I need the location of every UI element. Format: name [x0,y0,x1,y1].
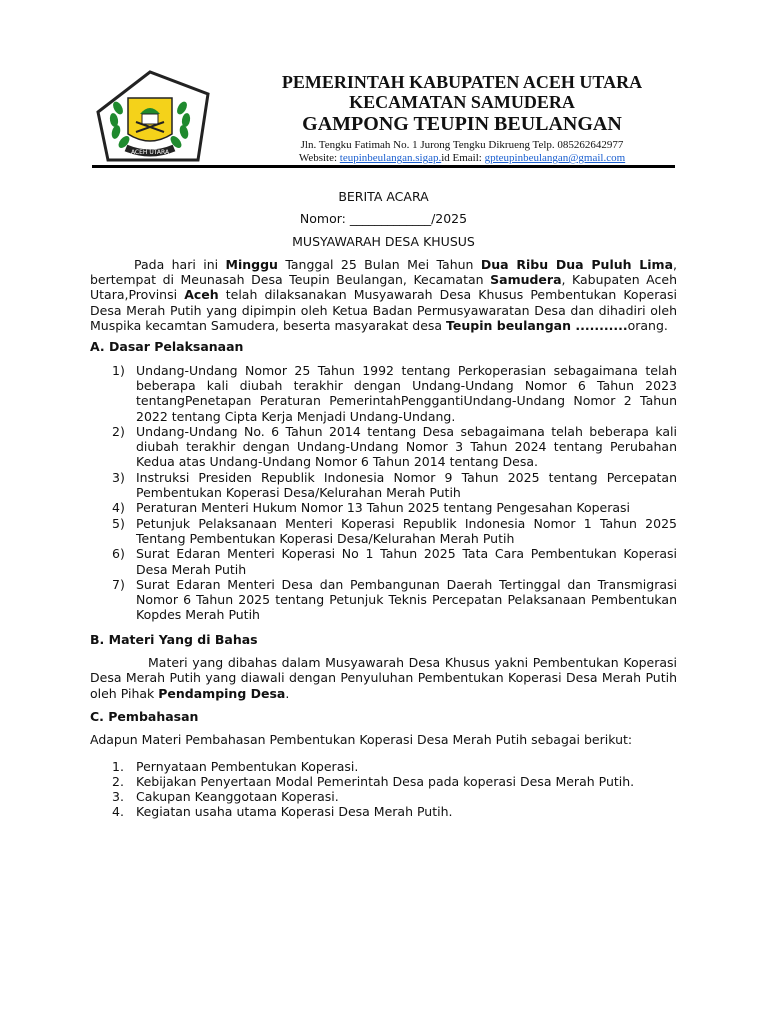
list-item-text: Surat Edaran Menteri Desa dan Pembangunan Daerah Tertinggal dan Transmigrasi Nomor 6 Tahun 2025 tentang Petunjuk Teknis Percepatan Pelaksanaan Pembentukan Kopdes Merah Putih [136,576,677,623]
list-number: 7) [112,576,125,592]
aceh-utara-emblem-icon [94,68,212,164]
doc-subtitle: MUSYAWARAH DESA KHUSUS [292,233,475,249]
list-item [90,804,677,819]
intro-paragraph [90,257,677,333]
website-label: Website: [298,152,340,164]
intro-text: Pada hari ini [134,256,226,272]
intro-village: Teupin beulangan ........... [446,318,628,334]
list-item [90,424,677,470]
section-c-heading: C. Pembahasan [90,708,199,724]
list-number: 1) [112,362,125,378]
intro-text: telah dilaksanakan Musyawarah Desa Khusus Pembentukan Koperasi Desa Merah Putih yang dipimpin oleh Ketua Badan Permusyawaratan Desa dan dihadiri oleh Muspika kecamtan Samudera, beserta masyarakat desa [90,287,677,334]
section-b-text: . [285,685,290,701]
letterhead [222,72,702,165]
list-number: 4) [112,500,125,516]
list-item [90,789,677,804]
list-item [90,577,677,623]
list-item-text: Instruksi Presiden Republik Indonesia Nomor 9 Tahun 2025 tentang Percepatan Pembentukan Koperasi Desa/Kelurahan Merah Putih [136,469,677,501]
intro-district: Samudera [490,272,562,288]
section-b-heading: B. Materi Yang di Bahas [90,631,258,647]
list-item-text: Undang-Undang Nomor 25 Tahun 1992 tentang Perkoperasian sebagaimana telah beberapa kali diubah terakhir dengan Undang-Undang Nomor 6 Tahun 2023 tentangPenetapan Peraturan PemerintahPenggantiUndang-Undang Nomor 2 Tahun 2022 tentang Cipta Kerja Menjadi Undang-Undang. [136,362,677,424]
list-number: 6) [112,546,125,562]
list-number: 1. [112,758,124,774]
list-item-text: Pernyataan Pembentukan Koperasi. [136,758,359,774]
list-item [90,759,677,774]
list-item [90,546,677,577]
letterhead-contact [222,152,702,165]
intro-text: orang. [627,318,668,334]
letterhead-village: GAMPONG TEUPIN BEULANGAN [302,113,622,135]
section-a-heading: A. Dasar Pelaksanaan [90,339,244,355]
section-b-bold: Pendamping Desa [158,685,286,701]
list-item-text: Undang-Undang No. 6 Tahun 2014 tentang Desa sebagaimana telah beberapa kali diubah terakhir dengan Undang-Undang Nomor 3 Tahun 2024 tentang Perubahan Kedua atas Undang-Undang Nomor 6 Tahun 2014 tentang Desa. [136,423,677,470]
intro-text: , Kabupaten Aceh Utara,Provinsi [90,272,677,303]
list-item [90,774,677,789]
list-item-text: Kegiatan usaha utama Koperasi Desa Merah Putih. [136,804,453,820]
intro-text: , bertempat di Meunasah Desa Teupin Beulangan, Kecamatan [90,256,677,288]
list-item [90,500,677,515]
section-a-list [90,363,677,623]
section-b-text: Materi yang dibahas dalam Musyawarah Desa Khusus yakni Pembentukan Koperasi Desa Merah Putih yang diawali dengan Penyuluhan Pembentukan Koperasi Desa Merah Putih oleh Pihak [90,655,677,701]
letterhead-regency: PEMERINTAH KABUPATEN ACEH UTARA [281,72,643,92]
email-label: id Email: [441,152,485,164]
document-body [90,189,677,820]
intro-province: Aceh [184,287,219,303]
list-number: 3. [112,789,124,805]
list-item-text: Peraturan Menteri Hukum Nomor 13 Tahun 2025 tentang Pengesahan Koperasi [136,500,631,516]
list-item [90,363,677,424]
list-number: 5) [112,515,125,531]
website-link[interactable]: teupinbeulangan.sigap. [339,152,442,164]
list-item-text: Kebijakan Penyertaan Modal Pemerintah Desa pada koperasi Desa Merah Putih. [136,773,635,789]
list-number: 3) [112,469,125,485]
letterhead-district: KECAMATAN SAMUDERA [349,92,575,112]
list-item-text: Surat Edaran Menteri Koperasi No 1 Tahun 2025 Tata Cara Pembentukan Koperasi Desa Merah Putih [136,546,677,577]
list-item-text: Cakupan Keanggotaan Koperasi. [136,789,339,805]
section-b-paragraph [90,655,677,701]
list-number: 2) [112,423,125,439]
letterhead-divider [92,165,675,168]
intro-day: Minggu [225,256,278,272]
list-number: 4. [112,804,124,820]
list-number: 2. [112,773,124,789]
list-item [90,516,677,547]
section-c-intro: Adapun Materi Pembahasan Pembentukan Koperasi Desa Merah Putih sebagai berikut: [90,732,633,748]
letterhead-address: Jln. Tengku Fatimah No. 1 Jurong Tengku Dikrueng Telp. 085262642977 [300,139,624,151]
list-item-text: Petunjuk Pelaksanaan Menteri Koperasi Republik Indonesia Nomor 1 Tahun 2025 Tentang Pembentukan Koperasi Desa/Kelurahan Merah Putih [136,515,677,546]
email-link[interactable]: gpteupinbeulangan@gmail.com [484,152,626,164]
section-c-list [90,759,677,820]
intro-year: Dua Ribu Dua Puluh Lima [480,256,674,272]
emblem-banner-text: ACEH UTARA [130,149,170,156]
list-item [90,470,677,501]
intro-text: Tanggal 25 Bulan Mei Tahun [277,256,481,272]
doc-title: BERITA ACARA [338,189,429,204]
doc-number: Nomor: _____________/2025 [299,211,468,227]
